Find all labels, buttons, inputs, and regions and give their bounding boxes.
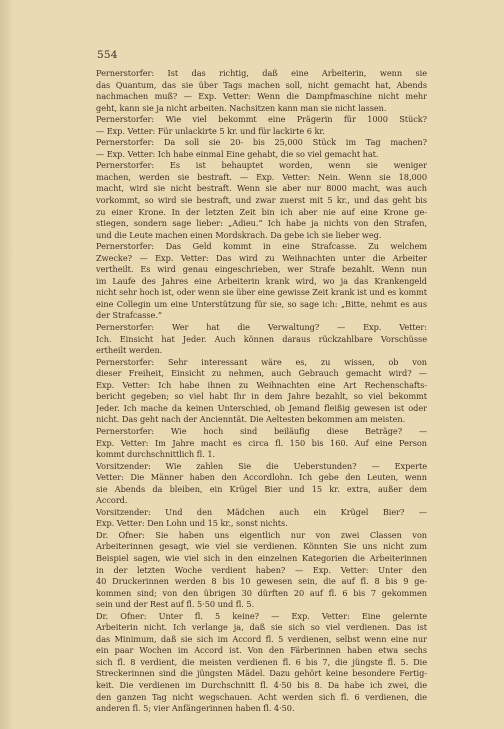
text-line: ein paar Wochen im Accord ist. Von den Färberinnen haben etwa sechs <box>96 645 427 656</box>
text-line: Ich. Einsicht hat Jeder. Auch können daraus rückzahlbare Vorschüsse <box>96 333 427 344</box>
text-line: kommen sind; von den übrigen 30 dürften 20 auf fl. 6 bis 7 gekommen <box>96 587 427 598</box>
text-line: Streckerinnen sind die jüngsten Mädel. Dazu gehört keine besondere Fertig- <box>96 668 427 679</box>
text-line: Vetter: Die Männer haben den Accordlohn. Ich gebe den Leuten, wenn <box>96 472 427 483</box>
text-line: nicht. Das geht nach der Ancienntät. Die Aeltesten bekommen am meisten. <box>96 414 406 425</box>
text-line: stiegen, sondern sage lieber: „Adieu.“ Ich habe ja nichts von den Strafen, <box>96 218 427 229</box>
text-line: machen, werden sie bestraft. — Exp. Vetter: Nein. Wenn sie 18,000 <box>96 171 427 182</box>
text-line: den ganzen Tag nicht wegschauen. Acht werden sich fl. 6 verdienen, die <box>96 691 427 702</box>
text-line: — Exp. Vetter: Für unlackirte 5 kr. und für lackirte 6 kr. <box>96 125 325 136</box>
text-line: sein und der Rest auf fl. 5·50 und fl. 5. <box>96 599 255 610</box>
text-line: ertheilt werden. <box>96 345 163 356</box>
text-line: dieser Freiheit, Einsicht zu nehmen, auch Gebrauch gemacht wird? — <box>96 368 427 379</box>
text-line: Dr. Ofner: Unter fl. 5 keine? — Exp. Vetter: Eine gelernte <box>96 610 427 621</box>
page-number: 554 <box>97 49 118 61</box>
text-line: in der letzten Woche verdient haben? — Exp. Vetter: Unter den <box>96 564 427 575</box>
text-line: Vorsitzender: Wie zahlen Sie die Ueberstunden? — Experte <box>96 460 427 471</box>
text-line: der Strafcasse.“ <box>96 310 163 321</box>
text-line: und die Leute machen einen Mordskrach. Da gebe ich sie lieber weg. <box>96 229 382 240</box>
text-line: Pernerstorfer: Es ist behauptet worden, wenn sie weniger <box>96 160 427 171</box>
text-line: Zwecke? — Exp. Vetter: Das wird zu Weihnachten unter die Arbeiter <box>96 252 427 263</box>
text-line: keit. Die verdienen im Durchschnitt fl. 4·50 bis 8. Da habe ich zwei, die <box>96 679 427 690</box>
text-line: Arbeiterin nicht. Ich verlange ja, daß sie sich so viel verdienen. Das ist <box>96 622 427 633</box>
text-line: Jeder. Ich mache da keinen Unterschied, ob Jemand fleißig gewesen ist oder <box>96 402 427 413</box>
text-line: vorkommt, so wird sie bestraft, und zwar zuerst mit 5 kr., und das geht bis <box>96 195 427 206</box>
binding-shadow <box>0 0 14 729</box>
text-line: Beispiel sagen, wie viel sich in den einzelnen Kategorien die Arbeiterinnen <box>96 552 427 563</box>
text-line: eine Collegin um eine Unterstützung für sie, so sage ich: „Bitte, nehmt es aus <box>96 298 427 309</box>
text-line: geht, kann sie ja nicht arbeiten. Nachsitzen kann man sie nicht lassen. <box>96 102 387 113</box>
text-line: Pernerstorfer: Sehr interessant wäre es, zu wissen, ob von <box>96 356 427 367</box>
text-line: Pernerstorfer: Wer hat die Verwaltung? — Exp. Vetter: <box>96 322 427 333</box>
text-line: bericht gegeben; so viel habt Ihr in dem Jahre bezahlt, so viel bekommt <box>96 391 427 402</box>
text-line: nicht sehr hoch ist, oder wenn sie über eine gewisse Zeit krank ist und es kommt <box>96 287 427 298</box>
text-line: Exp. Vetter: Ich habe ihnen zu Weihnachten eine Art Rechenschafts- <box>96 379 427 390</box>
text-line: 40 Druckerinnen werden 8 bis 10 gewesen sein, die auf fl. 8 bis 9 ge- <box>96 576 427 587</box>
text-line: Arbeiterinnen gesagt, wie viel sie verdienen. Könnten Sie uns nicht zum <box>96 541 427 552</box>
text-line: Dr. Ofner: Sie haben uns eigentlich nur von zwei Classen von <box>96 529 427 540</box>
text-line: im Laufe des Jahres eine Arbeiterin krank wird, wo ja das Krankengeld <box>96 275 427 286</box>
text-line: sich fl. 8 verdient, die meisten verdienen fl. 6 bis 7, die jüngste fl. 5. Die <box>96 656 427 667</box>
text-line: kommt durchschnittlich fl. 1. <box>96 449 216 460</box>
text-line: anderen fl. 5; vier Anfängerinnen haben fl. 4·50. <box>96 703 295 714</box>
text-line: vertheilt. Es wird genau eingeschrieben, wer Strafe bezahlt. Wenn nun <box>96 264 427 275</box>
text-line: Pernerstorfer: Das Geld kommt in eine Strafcasse. Zu welchem <box>96 241 427 252</box>
text-line: Pernerstorfer: Wie viel bekommt eine Prägerin für 1000 Stück? <box>96 114 427 125</box>
text-line: Accord. <box>96 495 128 506</box>
text-line: das Minimum, daß sie sich im Accord fl. 5 verdienen, selbst wenn eine nur <box>96 633 427 644</box>
text-line: sie Abends da bleiben, ein Krügel Bier und 15 kr. extra, außer dem <box>96 483 427 494</box>
text-line: nachmachen muß? — Exp. Vetter: Wenn die Dampfmaschine nicht mehr <box>96 91 427 102</box>
text-line: Pernerstorfer: Wie hoch sind beiläufig diese Beträge? — <box>96 425 427 436</box>
body-text <box>96 68 427 715</box>
text-line: das Quantum, das sie über Tags machen soll, nicht gemacht hat, Abends <box>96 79 427 90</box>
text-line: Exp. Vetter: Im Jahre macht es circa fl. 150 bis 160. Auf eine Person <box>96 437 427 448</box>
text-line: macht, wird sie nicht bestraft. Wenn sie aber nur 8000 macht, was auch <box>96 183 427 194</box>
text-line: Pernerstorfer: Da soll sie 20- bis 25,000 Stück im Tag machen? <box>96 137 427 148</box>
text-line: Exp. Vetter: Den Lohn und 15 kr., sonst nichts. <box>96 518 288 529</box>
text-line: zu einer Krone. In der letzten Zeit bin ich aber nie auf eine Krone ge- <box>96 206 427 217</box>
text-line: Pernerstorfer: Ist das richtig, daß eine Arbeiterin, wenn sie <box>96 68 427 78</box>
text-line: Vorsitzender: Und den Mädchen auch ein Krügel Bier? — <box>96 506 427 517</box>
text-line: — Exp. Vetter: Ich habe einmal Eine gehabt, die so viel gemacht hat. <box>96 148 379 159</box>
